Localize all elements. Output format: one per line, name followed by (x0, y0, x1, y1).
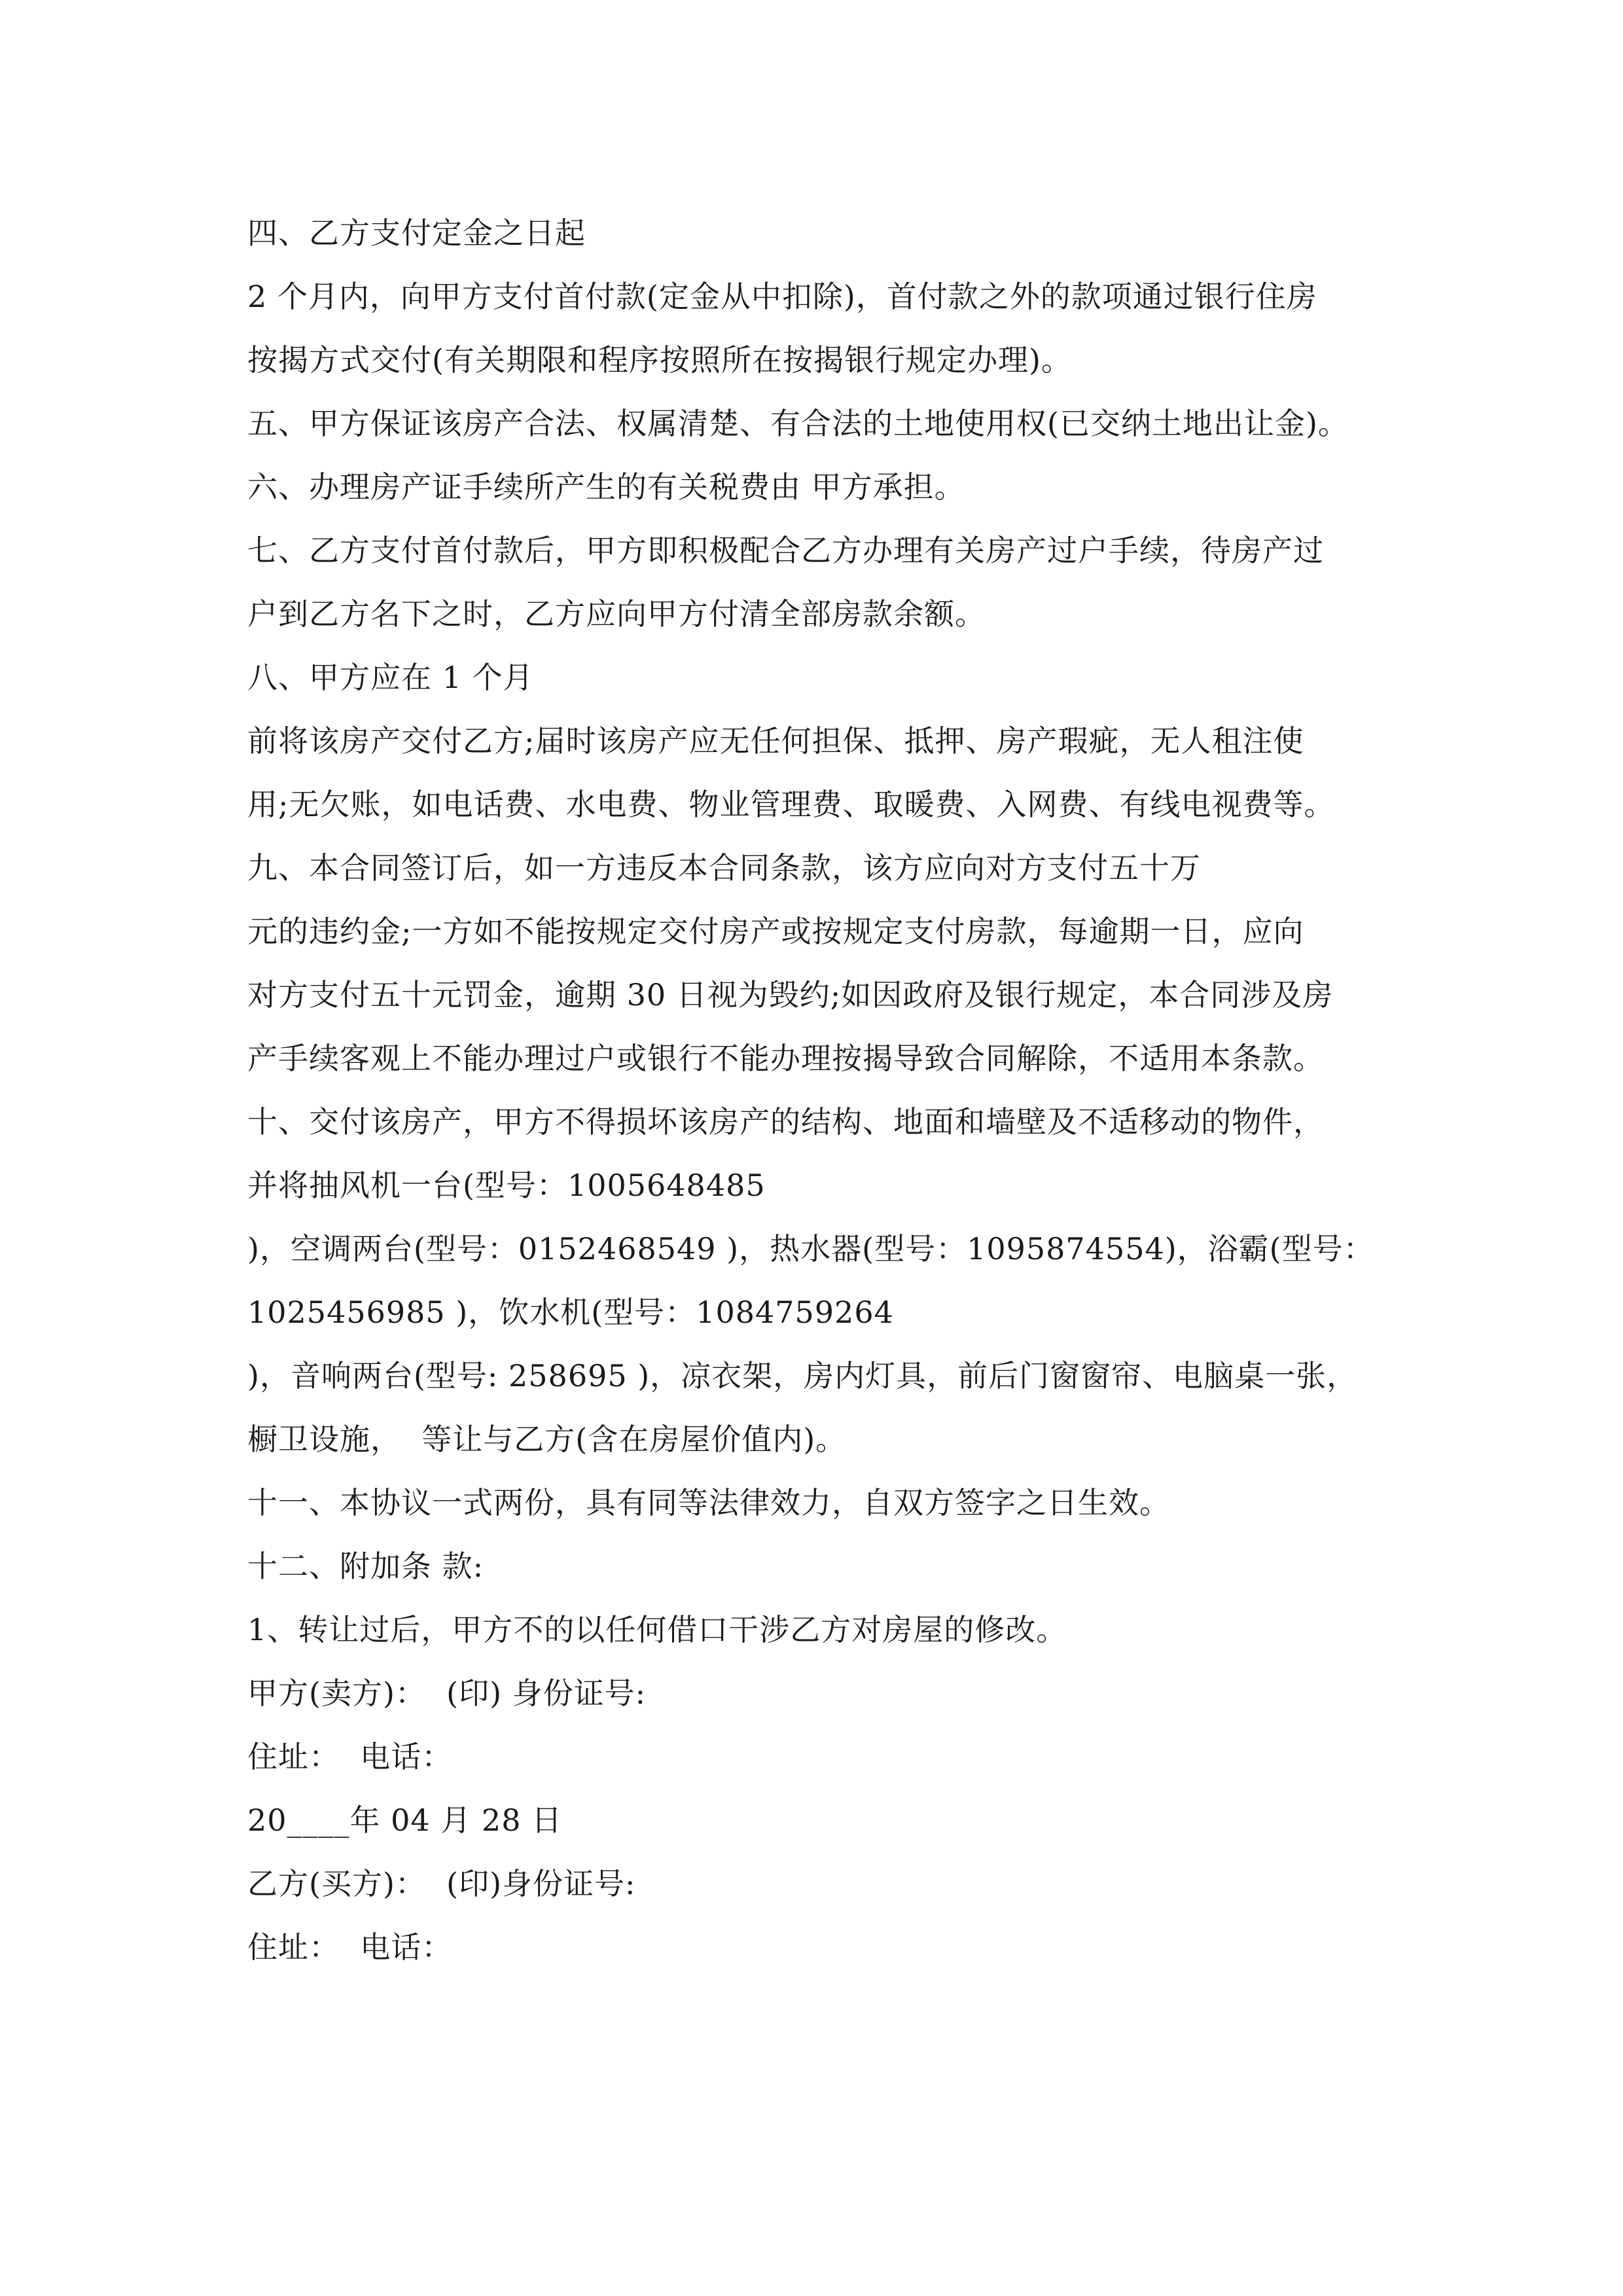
clause-7-text-2: 户到乙方名下之时，乙方应向甲方付清全部房款余额。 (247, 596, 986, 632)
clause-12-item-1: 1、转让过后，甲方不的以任何借口干涉乙方对房屋的修改。 (247, 1612, 1067, 1647)
clause-4-text-1: 2 个月内，向甲方支付首付款(定金从中扣除)，首付款之外的款项通过银行住房 (247, 279, 1317, 314)
clause-4-heading: 四、乙方支付定金之日起 (247, 215, 586, 251)
clause-8-text-2: 用;无欠账，如电话费、水电费、物业管理费、取暖费、入网费、有线电视费等。 (247, 787, 1335, 822)
clause-10-text-5: )，音响两台(型号: 258695 )，凉衣架，房内灯具，前后门窗窗帘、电脑桌一张， (247, 1358, 1358, 1393)
party-a-contact: 住址： 电话： (247, 1739, 453, 1774)
clause-9-text-1: 元的违约金;一方如不能按规定交付房产或按规定支付房款，每逾期一日，应向 (247, 914, 1304, 949)
clause-9-text-3: 产手续客观上不能办理过户或银行不能办理按揭导致合同解除，不适用本条款。 (247, 1041, 1324, 1076)
signing-date: 20____年 04 月 28 日 (247, 1803, 563, 1838)
clause-6: 六、办理房产证手续所产生的有关税费由 甲方承担。 (247, 469, 965, 505)
party-b-signature: 乙方(买方)： (印)身份证号: (247, 1866, 636, 1901)
clause-12-heading: 十二、附加条 款: (247, 1549, 484, 1584)
clause-10-text-3: )，空调两台(型号：0152468549 )，热水器(型号：1095874554)，浴霸(型号： (247, 1231, 1374, 1266)
clause-10-text-6: 橱卫设施， 等让与乙方(含在房屋价值内)。 (247, 1422, 847, 1457)
party-b-contact: 住址： 电话： (247, 1929, 453, 1965)
clause-11: 十一、本协议一式两份，具有同等法律效力，自双方签字之日生效。 (247, 1485, 1170, 1520)
clause-9-text-2: 对方支付五十元罚金，逾期 30 日视为毁约;如因政府及银行规定，本合同涉及房 (247, 977, 1334, 1013)
clause-8-text-1: 前将该房产交付乙方;届时该房产应无任何担保、抵押、房产瑕疵，无人租注使 (247, 723, 1304, 759)
clause-9-heading: 九、本合同签订后，如一方违反本合同条款，该方应向对方支付五十万 (247, 850, 1201, 886)
clause-10-text-1: 十、交付该房产，甲方不得损坏该房产的结构、地面和墙壁及不适移动的物件， (247, 1104, 1324, 1139)
party-a-signature: 甲方(卖方)： (印) 身份证号: (247, 1676, 647, 1711)
clause-10-text-2: 并将抽风机一台(型号：1005648485 (247, 1168, 766, 1203)
contract-body (247, 202, 1438, 1979)
clause-5: 五、甲方保证该房产合法、权属清楚、有合法的土地使用权(已交纳土地出让金)。 (247, 406, 1349, 441)
clause-8-heading: 八、甲方应在 1 个月 (247, 660, 534, 695)
clause-4-text-2: 按揭方式交付(有关期限和程序按照所在按揭银行规定办理)。 (247, 342, 1072, 378)
clause-10-text-4: 1025456985 )，饮水机(型号：1084759264 (247, 1295, 894, 1330)
clause-7-text-1: 七、乙方支付首付款后，甲方即积极配合乙方办理有关房产过户手续，待房产过 (247, 533, 1324, 568)
